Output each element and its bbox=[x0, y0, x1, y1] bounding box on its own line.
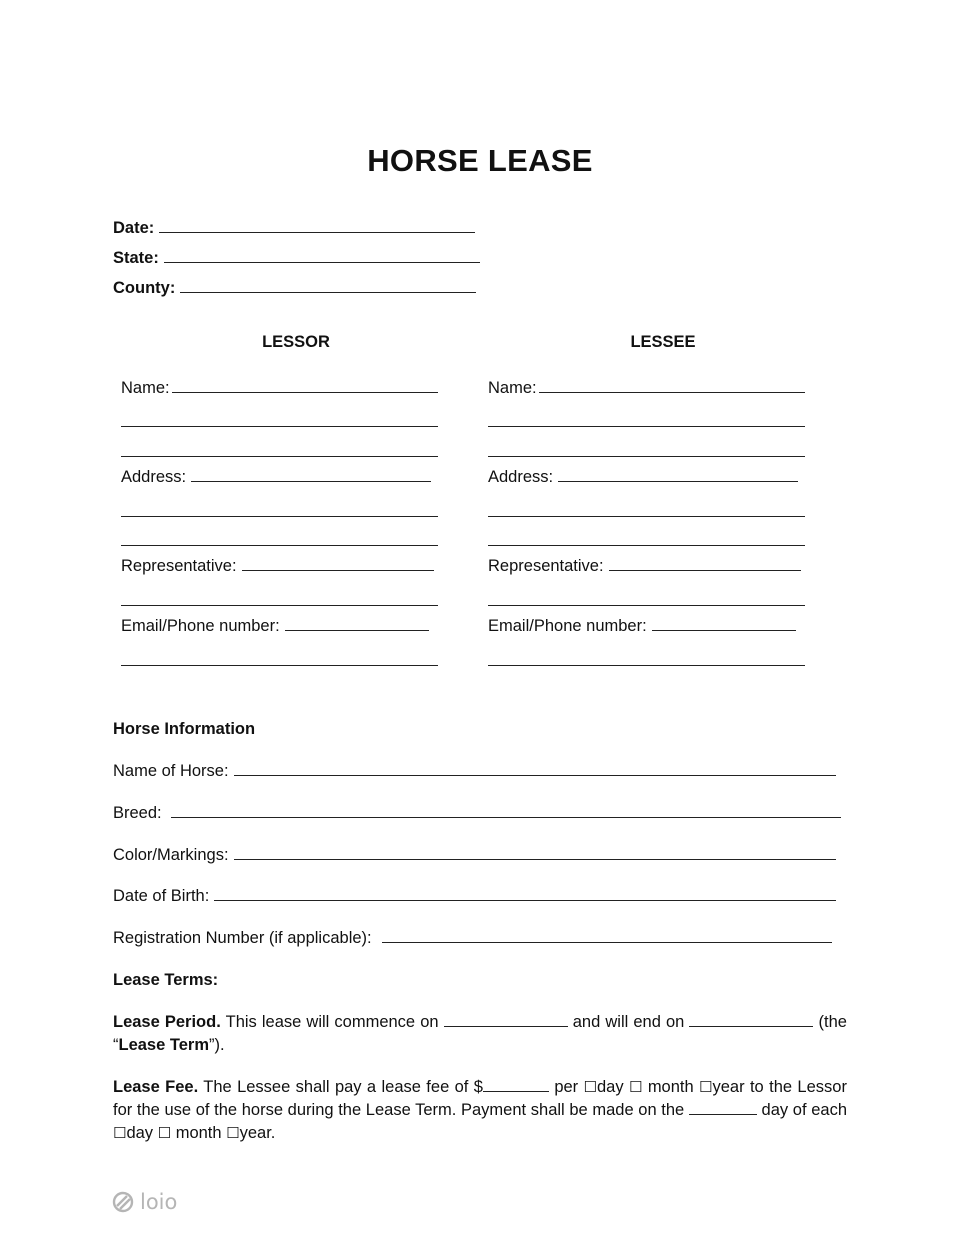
date-field[interactable] bbox=[113, 219, 475, 238]
lessee-representative-field[interactable] bbox=[488, 557, 801, 576]
commence-date-blank[interactable] bbox=[444, 1013, 568, 1027]
color-markings-blank[interactable] bbox=[234, 847, 836, 860]
lease-fee-text-3: Lessor for the use of the horse during the Lease Term. Payment shall be made on the bbox=[113, 1078, 847, 1119]
lessor-representative-blank[interactable] bbox=[242, 558, 434, 571]
lease-terms-heading: Lease Terms: bbox=[113, 971, 219, 989]
lessor-address-field[interactable] bbox=[121, 468, 431, 487]
payment-year-label: year. bbox=[239, 1124, 276, 1142]
dob-field[interactable] bbox=[113, 887, 836, 906]
lessee-name-line-2[interactable] bbox=[488, 426, 805, 427]
brand-name: loio bbox=[140, 1190, 178, 1214]
lessor-address-line-2[interactable] bbox=[121, 516, 438, 517]
fee-year-checkbox[interactable]: ☐ bbox=[699, 1078, 713, 1096]
lessor-address-label: Address: bbox=[121, 468, 187, 486]
registration-blank[interactable] bbox=[382, 930, 832, 943]
horse-name-field[interactable] bbox=[113, 762, 836, 781]
horse-name-label: Name of Horse: bbox=[113, 762, 229, 780]
lessee-heading: LESSEE bbox=[630, 333, 696, 351]
registration-label: Registration Number (if applicable): bbox=[113, 929, 372, 947]
brand-logo bbox=[112, 1190, 177, 1214]
end-date-blank[interactable] bbox=[689, 1013, 813, 1027]
lessee-address-line-2[interactable] bbox=[488, 516, 805, 517]
lessee-address-line-3[interactable] bbox=[488, 545, 805, 546]
color-markings-field[interactable] bbox=[113, 846, 836, 865]
lessee-contact-line-2[interactable] bbox=[488, 665, 805, 666]
lessor-name-label: Name: bbox=[121, 379, 170, 397]
horse-name-blank[interactable] bbox=[234, 763, 836, 776]
state-label: State: bbox=[113, 249, 159, 267]
lessee-name-line-3[interactable] bbox=[488, 456, 805, 457]
fee-day-label: day bbox=[597, 1078, 624, 1096]
lessee-representative-line-2[interactable] bbox=[488, 605, 805, 606]
county-field[interactable] bbox=[113, 279, 476, 298]
lessor-address-blank[interactable] bbox=[191, 469, 431, 482]
lease-period-text-3: (the “ bbox=[113, 1013, 847, 1054]
lessor-contact-label: Email/Phone number: bbox=[121, 617, 280, 635]
payment-day-checkbox[interactable]: ☐ bbox=[113, 1124, 127, 1142]
lessee-name-blank[interactable] bbox=[539, 380, 805, 393]
lessee-address-field[interactable] bbox=[488, 468, 798, 487]
lease-period-text-2: and will end on bbox=[572, 1013, 685, 1031]
dob-blank[interactable] bbox=[214, 888, 836, 901]
breed-field[interactable] bbox=[113, 804, 841, 823]
lease-fee-label: Lease Fee. bbox=[113, 1078, 199, 1096]
lessee-name-field[interactable] bbox=[488, 379, 805, 398]
lease-fee-paragraph bbox=[113, 1076, 847, 1145]
state-field[interactable] bbox=[113, 249, 480, 268]
registration-field[interactable] bbox=[113, 929, 832, 948]
loio-logo-icon bbox=[112, 1191, 134, 1213]
lease-term-bold: Lease Term bbox=[118, 1036, 209, 1054]
lessor-name-line-3[interactable] bbox=[121, 456, 438, 457]
lessor-address-line-3[interactable] bbox=[121, 545, 438, 546]
lessee-contact-field[interactable] bbox=[488, 617, 796, 636]
lessee-representative-blank[interactable] bbox=[609, 558, 801, 571]
fee-year-label: year to the bbox=[712, 1078, 793, 1096]
dob-label: Date of Birth: bbox=[113, 887, 210, 905]
lessor-name-line-2[interactable] bbox=[121, 426, 438, 427]
payment-month-checkbox[interactable]: ☐ bbox=[157, 1124, 172, 1142]
fee-month-checkbox[interactable]: ☐ bbox=[628, 1078, 643, 1096]
payment-month-label: month bbox=[175, 1124, 222, 1142]
lease-fee-text-1: The Lessee shall pay a lease fee of $ bbox=[203, 1078, 483, 1096]
fee-amount-blank[interactable] bbox=[483, 1078, 549, 1092]
county-label: County: bbox=[113, 279, 176, 297]
color-markings-label: Color/Markings: bbox=[113, 846, 229, 864]
lessee-address-blank[interactable] bbox=[558, 469, 798, 482]
payment-day-blank[interactable] bbox=[689, 1101, 757, 1115]
county-blank[interactable] bbox=[180, 280, 476, 293]
lessor-representative-line-2[interactable] bbox=[121, 605, 438, 606]
lessor-contact-blank[interactable] bbox=[285, 618, 429, 631]
document-title: HORSE LEASE bbox=[367, 143, 593, 178]
lease-period-text-4: ”). bbox=[209, 1036, 225, 1054]
lease-period-label: Lease Period. bbox=[113, 1013, 221, 1031]
lessor-name-field[interactable] bbox=[121, 379, 438, 398]
lessee-contact-blank[interactable] bbox=[652, 618, 796, 631]
lessee-address-label: Address: bbox=[488, 468, 554, 486]
state-blank[interactable] bbox=[164, 250, 480, 263]
lease-fee-text-2: per bbox=[554, 1078, 579, 1096]
lessor-name-blank[interactable] bbox=[172, 380, 438, 393]
payment-year-checkbox[interactable]: ☐ bbox=[226, 1124, 240, 1142]
lease-period-paragraph bbox=[113, 1011, 847, 1057]
lessee-representative-label: Representative: bbox=[488, 557, 604, 575]
lessee-name-label: Name: bbox=[488, 379, 537, 397]
lessor-contact-line-2[interactable] bbox=[121, 665, 438, 666]
fee-day-checkbox[interactable]: ☐ bbox=[583, 1078, 597, 1096]
breed-label: Breed: bbox=[113, 804, 162, 822]
date-blank[interactable] bbox=[159, 220, 475, 233]
date-label: Date: bbox=[113, 219, 155, 237]
horse-info-heading: Horse Information bbox=[113, 720, 256, 738]
fee-month-label: month bbox=[647, 1078, 694, 1096]
lessee-contact-label: Email/Phone number: bbox=[488, 617, 647, 635]
lessor-representative-label: Representative: bbox=[121, 557, 237, 575]
lessor-representative-field[interactable] bbox=[121, 557, 434, 576]
lease-period-text-1: This lease will commence on bbox=[225, 1013, 439, 1031]
lessor-contact-field[interactable] bbox=[121, 617, 429, 636]
payment-day-label: day bbox=[126, 1124, 154, 1142]
breed-blank[interactable] bbox=[171, 805, 841, 818]
lessor-heading: LESSOR bbox=[262, 333, 330, 351]
lease-fee-text-4: day of each bbox=[761, 1101, 847, 1119]
